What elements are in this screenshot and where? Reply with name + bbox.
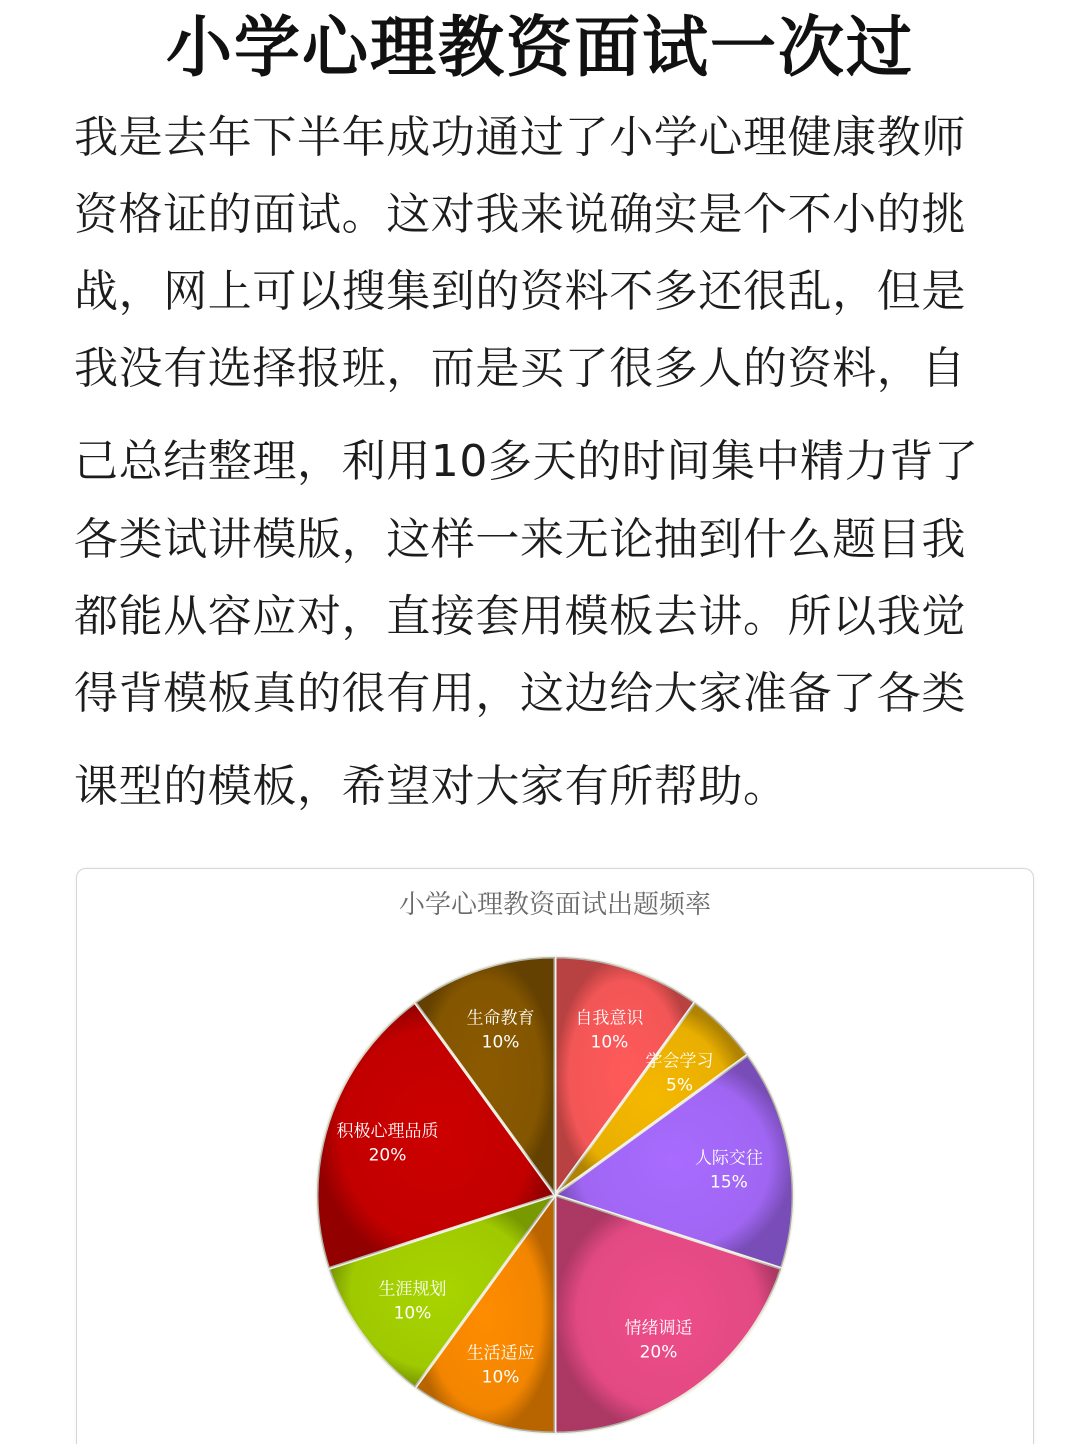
paragraph-line: 各类试讲模版，这样一来无论抽到什么题目我	[74, 514, 966, 565]
paragraph-line: 战，网上可以搜集到的资料不多还很乱，但是	[74, 266, 966, 317]
paragraph-line: 我是去年下半年成功通过了小学心理健康教师	[74, 112, 966, 163]
pie-slice-value: 20%	[368, 1145, 407, 1166]
paragraph-line: 课型的模板，希望对大家有所帮助。	[74, 761, 788, 812]
chart-title: 小学心理教资面试出题频率	[398, 890, 712, 920]
paragraph-line: 己总结整理，利用10多天的时间集中精力背了	[74, 436, 979, 487]
pie-slice-value: 10%	[393, 1303, 432, 1324]
pie-slice-value: 15%	[710, 1172, 748, 1193]
pie-slice-value: 5%	[666, 1075, 694, 1096]
pie-slices	[317, 957, 793, 1433]
paragraph-line: 都能从容应对，直接套用模板去讲。所以我觉	[74, 591, 966, 642]
pie-chart	[77, 869, 1033, 1444]
pie-slice-value: 20%	[639, 1342, 678, 1363]
pie-slice-label: 自我意识	[575, 1008, 644, 1029]
paragraph-line: 资格证的面试。这对我来说确实是个不小的挑	[74, 189, 966, 240]
pie-slice-label: 生涯规划	[378, 1279, 447, 1300]
pie-slice-label: 生命教育	[466, 1008, 535, 1029]
paragraph-line: 我没有选择报班，而是买了很多人的资料，自	[74, 343, 966, 394]
paragraph-line: 得背模板真的很有用，这边给大家准备了各类	[74, 668, 966, 719]
pie-chart-card	[76, 868, 1034, 1444]
pie-slice-label: 学会学习	[645, 1051, 714, 1072]
pie-slice-value: 10%	[481, 1367, 520, 1388]
pie-slice-label: 积极心理品质	[336, 1121, 439, 1142]
page-title: 小学心理教资面试一次过	[166, 9, 914, 86]
pie-slice-value: 10%	[481, 1032, 520, 1053]
pie-slice-value: 10%	[590, 1032, 629, 1053]
pie-slice-label: 生活适应	[466, 1343, 535, 1364]
pie-slice-label: 人际交往	[694, 1148, 763, 1169]
pie-slice-label: 情绪调适	[624, 1318, 693, 1339]
